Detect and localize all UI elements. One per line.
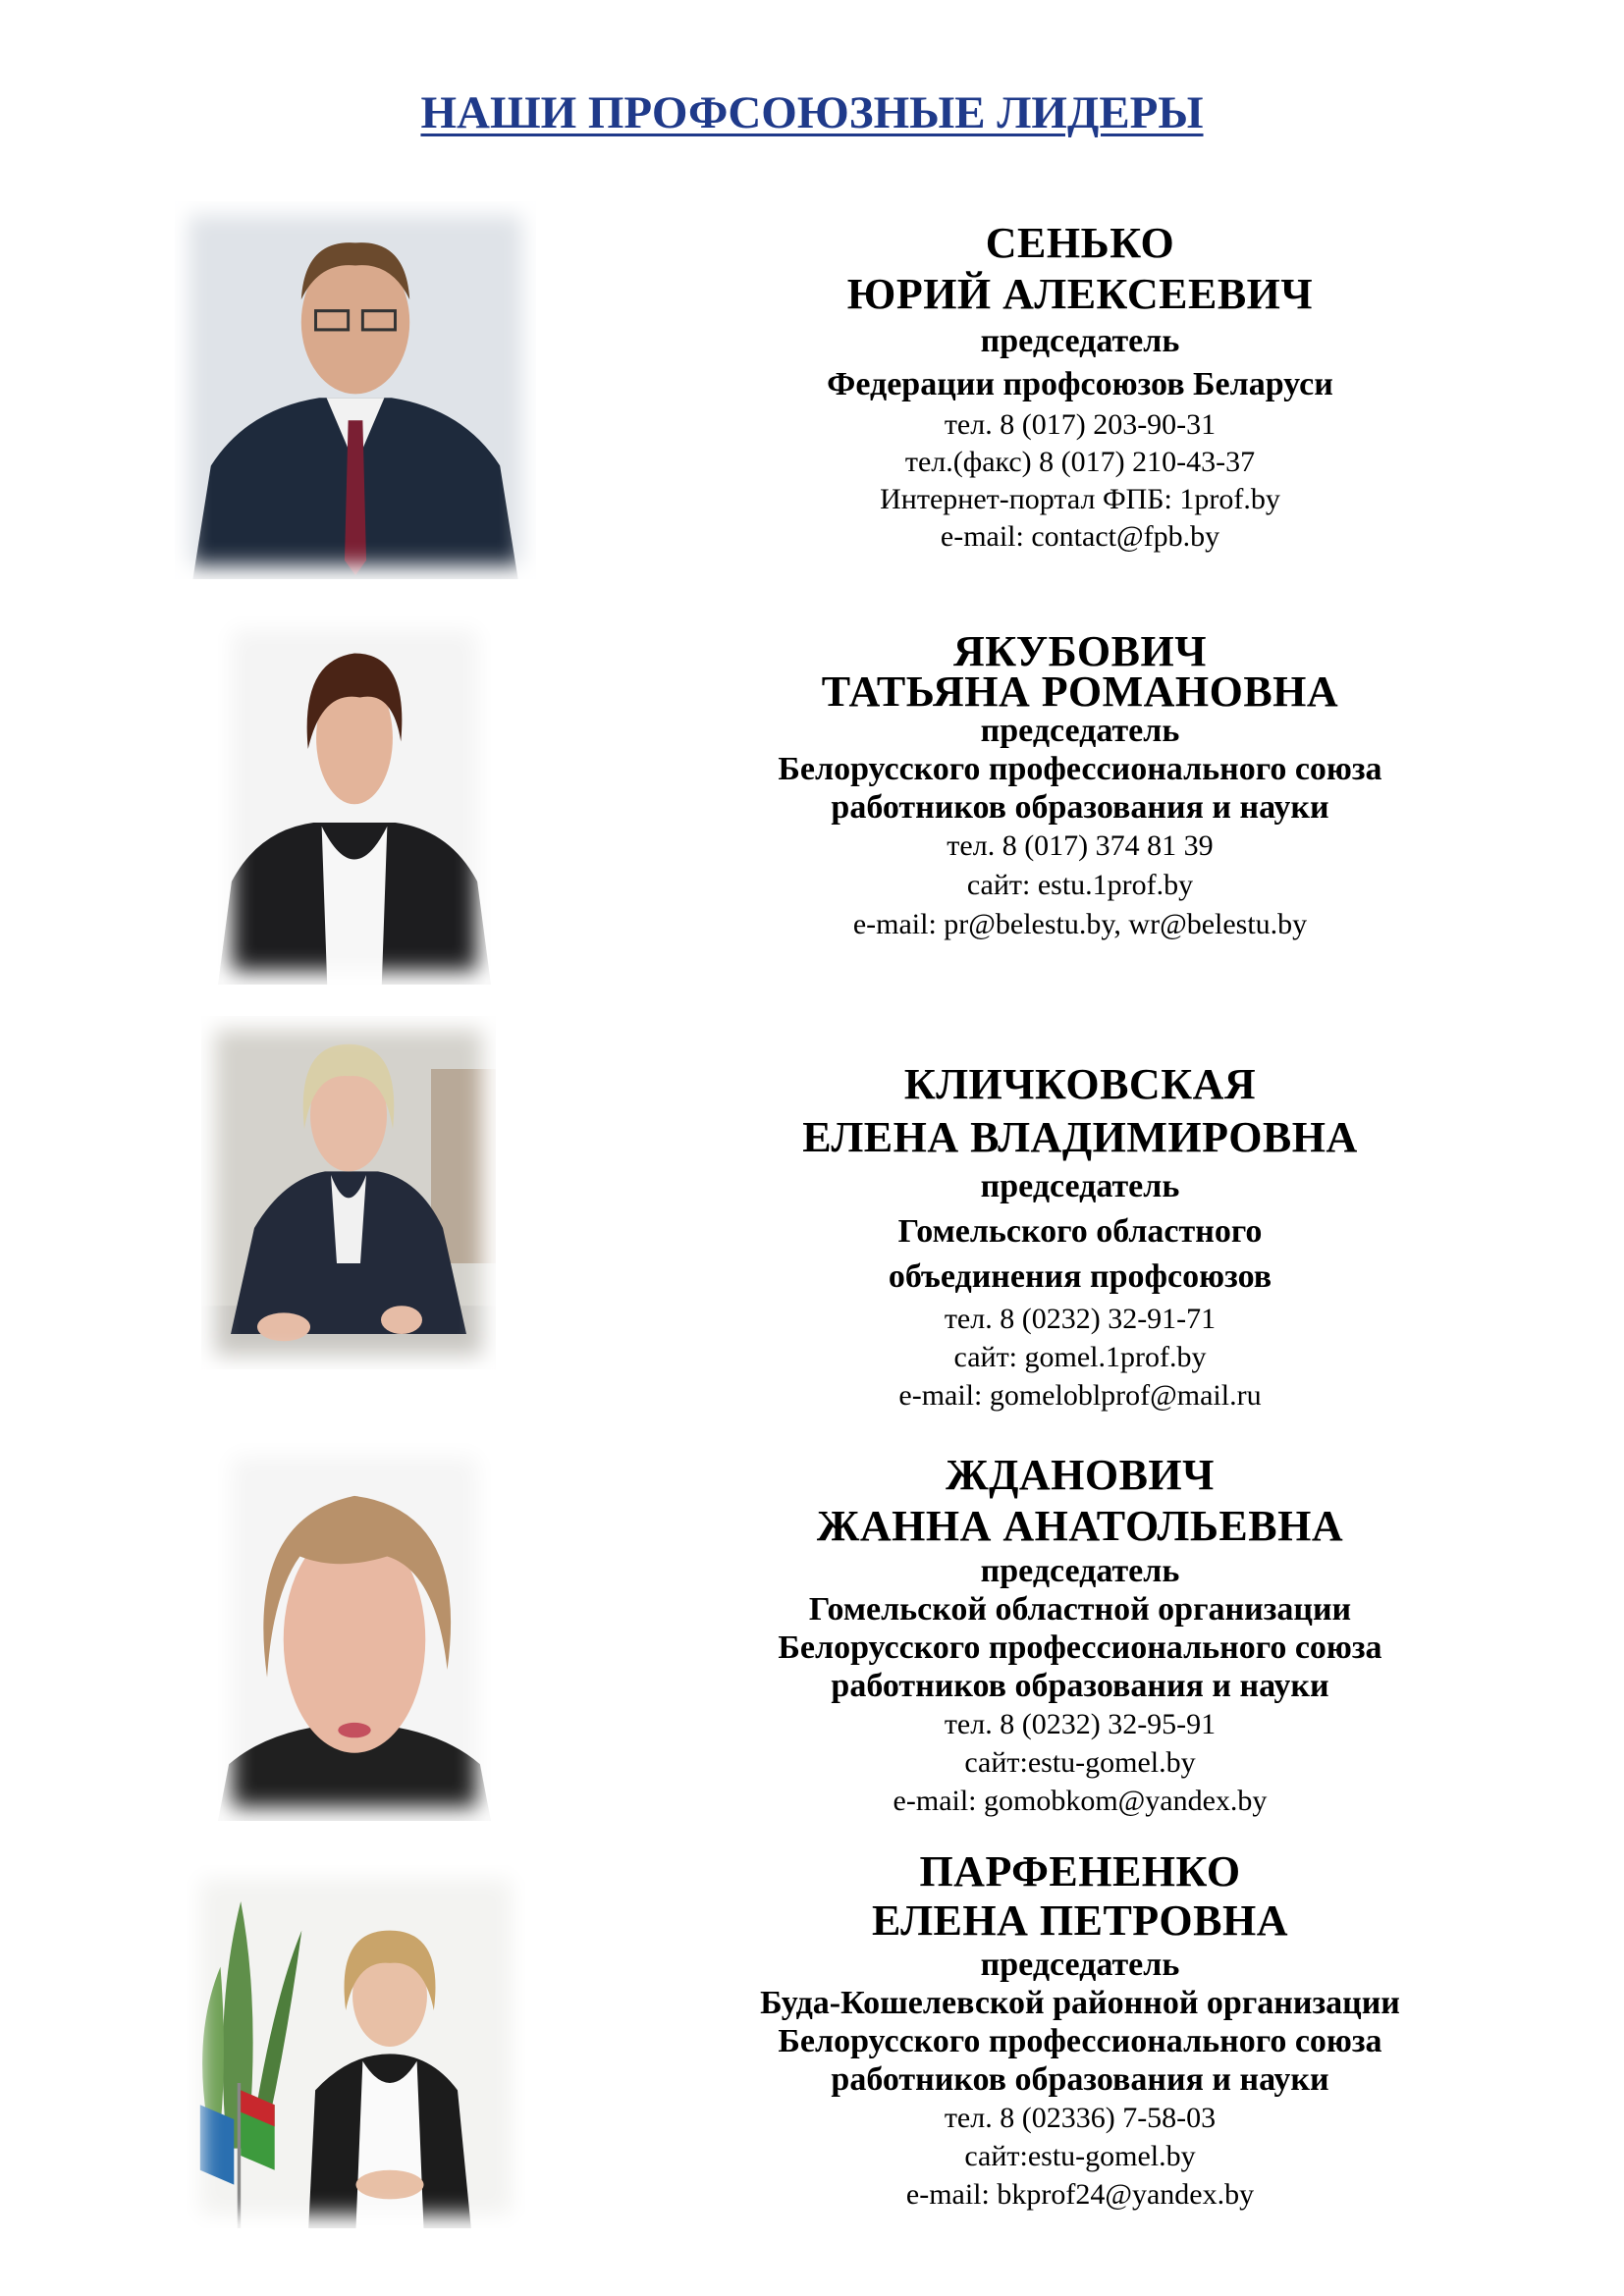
page-title: НАШИ ПРОФСОЮЗНЫЕ ЛИДЕРЫ — [420, 87, 1204, 138]
leader-organization: Белорусского профессионального союза — [778, 751, 1382, 787]
leader-position: председатель — [980, 323, 1180, 359]
leader-website: сайт:estu-gomel.by — [964, 2140, 1196, 2172]
leader-position: председатель — [980, 1947, 1180, 1983]
leader-position: председатель — [980, 713, 1180, 749]
portrait-photo-2 — [218, 616, 491, 985]
leader-given-names: ТАТЬЯНА РОМАНОВНА — [821, 667, 1339, 716]
portrait-photo-5 — [187, 1865, 525, 2228]
leader-email: e-mail: gomeloblprof@mail.ru — [898, 1379, 1262, 1412]
leader-surname: СЕНЬКО — [985, 219, 1175, 267]
leader-given-names: ЕЛЕНА ПЕТРОВНА — [871, 1896, 1288, 1945]
leader-organization: Белорусского профессионального союза — [778, 1629, 1382, 1666]
leader-email: e-mail: bkprof24@yandex.by — [905, 2178, 1255, 2211]
leader-phone: тел. 8 (0232) 32-95-91 — [944, 1708, 1217, 1740]
leader-website: Интернет-портал ФПБ: 1prof.by — [880, 483, 1280, 515]
leader-organization: работников образования и науки — [831, 789, 1329, 826]
leader-phone: тел. 8 (02336) 7-58-03 — [944, 2102, 1217, 2134]
leader-surname: ПАРФЕНЕНКО — [919, 1847, 1241, 1896]
leader-phone: тел. 8 (017) 203-90-31 — [944, 408, 1217, 441]
leader-position: председатель — [980, 1553, 1180, 1589]
leader-website: сайт: gomel.1prof.by — [953, 1341, 1207, 1373]
leader-surname: ЯКУБОВИЧ — [953, 627, 1207, 675]
leader-fax: тел.(факс) 8 (017) 210-43-37 — [904, 446, 1256, 478]
leader-organization: объединения профсоюзов — [888, 1258, 1272, 1295]
leader-organization: Белорусского профессионального союза — [778, 2023, 1382, 2059]
leader-email: e-mail: pr@belestu.by, wr@belestu.by — [852, 908, 1308, 940]
leader-given-names: ЕЛЕНА ВЛАДИМИРОВНА — [802, 1113, 1358, 1161]
leader-given-names: ЖАННА АНАТОЛЬЕВНА — [816, 1502, 1344, 1550]
leader-surname: ЖДАНОВИЧ — [946, 1451, 1215, 1499]
leader-email: e-mail: contact@fpb.by — [940, 520, 1220, 553]
leader-given-names: ЮРИЙ АЛЕКСЕЕВИЧ — [846, 270, 1314, 318]
leader-surname: КЛИЧКОВСКАЯ — [903, 1060, 1257, 1108]
leader-website: сайт: estu.1prof.by — [966, 869, 1194, 901]
leader-organization: Гомельской областной организации — [808, 1591, 1352, 1628]
leader-organization: Буда-Кошелевской районной организации — [760, 1985, 1400, 2021]
leader-card-4 — [687, 1450, 1473, 1820]
portrait-photo-3 — [201, 1016, 496, 1369]
leader-card-1 — [687, 218, 1473, 556]
leader-phone: тел. 8 (0232) 32-91-71 — [944, 1303, 1217, 1335]
leader-card-3 — [687, 1058, 1473, 1415]
portrait-photo-4 — [218, 1443, 491, 1821]
leader-email: e-mail: gomobkom@yandex.by — [893, 1785, 1268, 1817]
leader-organization: Федерации профсоюзов Беларуси — [827, 366, 1333, 402]
leader-organization: работников образования и науки — [831, 1668, 1329, 1704]
leader-position: председатель — [980, 1168, 1180, 1204]
leader-card-5 — [687, 1847, 1473, 2214]
leader-organization: работников образования и науки — [831, 2061, 1329, 2098]
leader-phone: тел. 8 (017) 374 81 39 — [947, 829, 1214, 862]
portrait-photo-1 — [175, 201, 536, 579]
leader-organization: Гомельского областного — [897, 1213, 1263, 1250]
leader-card-2 — [687, 627, 1473, 944]
leader-website: сайт:estu-gomel.by — [964, 1746, 1196, 1779]
